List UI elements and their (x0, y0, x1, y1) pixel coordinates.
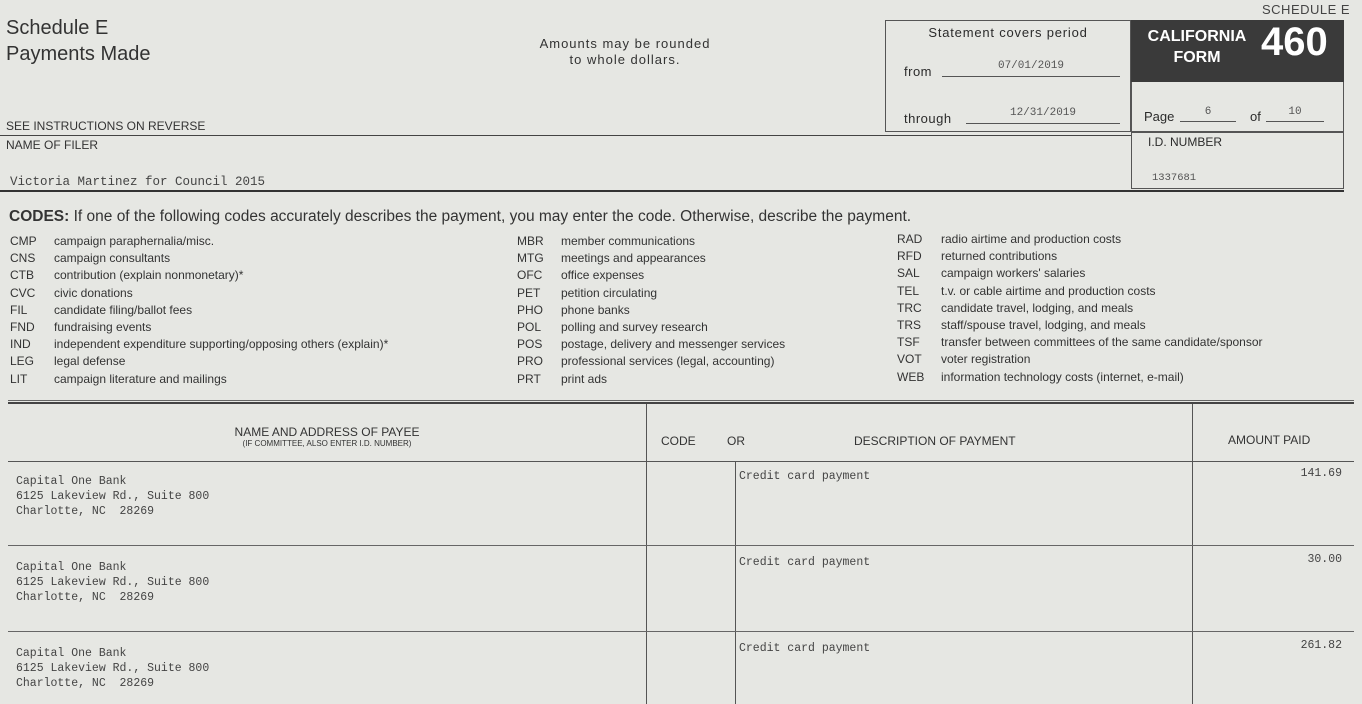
from-label: from (904, 64, 932, 79)
code-item (517, 250, 785, 267)
payment-description[interactable]: Credit card payment (739, 642, 871, 655)
code-item (897, 334, 1263, 351)
payment-description[interactable]: Credit card payment (739, 470, 871, 483)
row-divider (8, 631, 1354, 632)
code-description: meetings and appearances (561, 251, 706, 266)
payee-header-label: NAME AND ADDRESS OF PAYEE (234, 425, 420, 439)
code-description: independent expenditure supporting/opposing others (explain)* (54, 337, 389, 352)
code-item (10, 319, 388, 336)
form-subtitle: Payments Made (6, 43, 151, 65)
code-key: CVC (10, 285, 36, 300)
page-current-field[interactable] (1180, 106, 1236, 122)
code-item (517, 267, 785, 284)
code-key: CNS (10, 251, 36, 266)
code-key: TRS (897, 318, 921, 333)
code-item (517, 336, 785, 353)
code-key: PRO (517, 354, 544, 369)
code-item (897, 369, 1263, 386)
through-date-field[interactable] (966, 106, 1120, 124)
payment-description[interactable]: Credit card payment (739, 556, 871, 569)
code-item (897, 317, 1263, 334)
codes-heading-text: If one of the following codes accurately describes the payment, you may enter the code. Otherwise, describe the payment. (69, 208, 912, 225)
code-item (517, 353, 785, 370)
column-divider (735, 461, 736, 704)
code-description: transfer between committees of the same candidate/sponsor (941, 335, 1263, 350)
code-description: office expenses (561, 268, 645, 283)
id-number-box (1131, 132, 1344, 189)
payee-name-address[interactable]: Capital One Bank 6125 Lakeview Rd., Suite 800 Charlotte, NC 28269 (16, 475, 210, 518)
code-item (10, 267, 388, 284)
column-divider (1192, 404, 1193, 704)
codes-heading (9, 208, 911, 226)
code-key: RFD (897, 249, 922, 264)
code-item (10, 353, 388, 370)
code-item (897, 300, 1263, 317)
code-key: PHO (517, 302, 544, 317)
code-key: RAD (897, 232, 923, 246)
form-number: 460 (1261, 20, 1328, 64)
code-description: phone banks (561, 302, 630, 317)
code-description: returned contributions (941, 249, 1058, 264)
code-description: contribution (explain nonmonetary)* (54, 268, 244, 283)
code-description: polling and survey research (561, 320, 708, 335)
filer-label: NAME OF FILER (6, 138, 99, 152)
code-key: TSF (897, 335, 920, 350)
california-form-label (1141, 26, 1253, 68)
code-item (897, 351, 1263, 368)
page-label: Page (1144, 109, 1175, 124)
code-key: LEG (10, 354, 35, 369)
id-number-field[interactable]: 1337681 (1152, 172, 1197, 184)
rounding-note-line2: to whole dollars. (569, 52, 681, 67)
code-item (517, 371, 785, 388)
california-form-badge (1131, 20, 1344, 82)
divider (0, 190, 1344, 192)
amount-column-header: AMOUNT PAID (1228, 433, 1311, 447)
code-key: CTB (10, 268, 34, 283)
amount-paid[interactable]: 141.69 (1300, 467, 1342, 480)
code-key: MBR (517, 234, 544, 248)
page-box (1131, 82, 1344, 132)
column-divider (646, 404, 647, 704)
code-key: VOT (897, 352, 922, 367)
instructions-note: SEE INSTRUCTIONS ON REVERSE (6, 119, 206, 133)
from-date-value: 07/01/2019 (997, 60, 1064, 72)
payee-name-address[interactable]: Capital One Bank 6125 Lakeview Rd., Suite 800 Charlotte, NC 28269 (16, 561, 210, 604)
code-key: MTG (517, 251, 544, 266)
description-column-header: DESCRIPTION OF PAYMENT (854, 434, 1016, 448)
code-key: IND (10, 337, 31, 352)
statement-period-box (885, 20, 1131, 132)
code-item (897, 283, 1263, 300)
page-total-value: 10 (1288, 106, 1302, 118)
code-key: CMP (10, 234, 37, 248)
divider (0, 135, 1131, 136)
code-key: SAL (897, 266, 920, 281)
filer-name-field[interactable]: Victoria Martinez for Council 2015 (10, 175, 266, 189)
code-key: WEB (897, 369, 925, 384)
code-description: member communications (561, 234, 696, 248)
divider (8, 461, 1354, 462)
page-total-field[interactable] (1266, 106, 1324, 122)
code-item (10, 371, 388, 388)
codes-column-3 (897, 231, 1263, 386)
code-key: POL (517, 320, 542, 335)
page-of-label: of (1250, 109, 1261, 124)
divider (8, 400, 1354, 401)
statement-period-title: Statement covers period (928, 25, 1088, 40)
through-date-value: 12/31/2019 (1009, 107, 1076, 119)
code-description: campaign consultants (54, 251, 171, 266)
payments-table (8, 402, 1354, 704)
code-key: PET (517, 285, 541, 300)
or-column-header: OR (727, 434, 745, 448)
code-description: staff/spouse travel, lodging, and meals (941, 318, 1146, 333)
code-item (10, 336, 388, 353)
id-number-label: I.D. NUMBER (1148, 135, 1223, 149)
code-description: legal defense (54, 354, 126, 369)
code-item (517, 302, 785, 319)
amount-paid[interactable]: 261.82 (1300, 639, 1342, 652)
through-label: through (904, 111, 952, 126)
rounding-note (520, 36, 730, 68)
code-key: TRC (897, 300, 922, 315)
code-item (517, 319, 785, 336)
code-key: OFC (517, 268, 543, 283)
code-item (10, 250, 388, 267)
california-label: CALIFORNIA (1147, 28, 1247, 45)
code-item (897, 231, 1263, 248)
code-item (897, 248, 1263, 265)
code-description: fundraising events (54, 320, 152, 335)
schedule-label: SCHEDULE E (1262, 2, 1351, 17)
code-key: LIT (10, 371, 28, 386)
code-key: FIL (10, 302, 28, 317)
payee-header-sublabel: (IF COMMITTEE, ALSO ENTER I.D. NUMBER) (242, 439, 412, 448)
code-column-header: CODE (661, 434, 696, 448)
code-description: postage, delivery and messenger services (561, 337, 786, 352)
code-key: PRT (517, 371, 541, 386)
codes-column-2 (517, 233, 785, 388)
payee-name-address[interactable]: Capital One Bank 6125 Lakeview Rd., Suite 800 Charlotte, NC 28269 (16, 647, 210, 690)
form-label: FORM (1173, 49, 1221, 66)
code-item (10, 233, 388, 250)
code-item (517, 233, 785, 250)
code-item (517, 285, 785, 302)
code-description: t.v. or cable airtime and production costs (941, 283, 1156, 298)
code-description: professional services (legal, accounting) (561, 354, 775, 369)
codes-heading-bold: CODES: (9, 208, 70, 225)
code-description: voter registration (941, 352, 1031, 367)
code-description: petition circulating (561, 285, 658, 300)
code-key: FND (10, 320, 35, 335)
code-description: radio airtime and production costs (941, 232, 1122, 246)
code-description: print ads (561, 371, 608, 386)
code-description: campaign literature and mailings (54, 371, 227, 386)
code-description: civic donations (54, 285, 133, 300)
code-description: campaign paraphernalia/misc. (54, 234, 215, 248)
codes-column-1 (10, 233, 388, 388)
code-key: POS (517, 337, 543, 352)
amount-paid[interactable]: 30.00 (1307, 553, 1342, 566)
code-item (10, 302, 388, 319)
row-divider (8, 545, 1354, 546)
code-key: TEL (897, 283, 920, 298)
page-current-value: 6 (1204, 106, 1212, 118)
code-description: information technology costs (internet, e-mail) (941, 369, 1184, 384)
form-title: Schedule E (6, 17, 109, 39)
from-date-field[interactable] (942, 59, 1120, 77)
code-item (10, 285, 388, 302)
code-description: candidate filing/ballot fees (54, 302, 193, 317)
code-item (897, 265, 1263, 282)
rounding-note-line1: Amounts may be rounded (539, 36, 711, 51)
code-description: campaign workers' salaries (941, 266, 1086, 281)
code-description: candidate travel, lodging, and meals (941, 300, 1134, 315)
payee-column-header (8, 426, 646, 450)
